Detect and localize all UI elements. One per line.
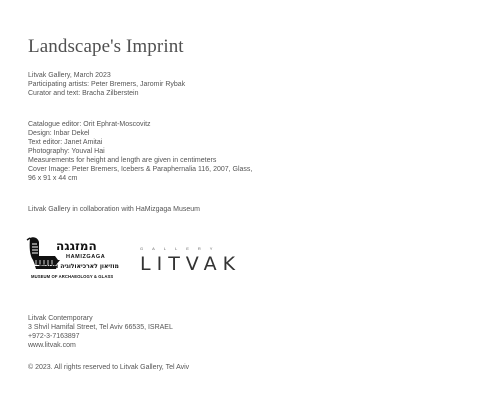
litvak-gallery-small-text: GALLERY [140,246,222,251]
hamizgaga-latin-name: HAMIZGAGA [66,254,106,260]
collaboration-line: Litvak Gallery in collaboration with HaMizgaga Museum [28,206,200,213]
contact-line: Litvak Contemporary [28,315,93,322]
credit-line: Cover Image: Peter Bremers, Icebers & Paraphernalia 116, 2007, Glass, [28,166,253,173]
contact-info [28,314,173,350]
credit-line: Design: Inbar Dekel [28,130,90,137]
litvak-logo [140,246,242,280]
credit-line: Text editor: Janet Amitai [28,139,103,146]
credit-line: Catalogue editor: Orit Ephrat-Moscovitz [28,121,151,128]
litvak-wordmark: LITVAK [140,253,242,275]
collaboration-note [28,205,200,214]
credits [28,120,252,183]
hamizgaga-hebrew-name: המזגגה [56,239,97,253]
copyright-line: © 2023. All rights reserved to Litvak Gallery, Tel Aviv [28,364,190,371]
contact-line: +972-3-7163897 [28,333,80,340]
info-line: Curator and text: Bracha Zilberstein [28,90,139,97]
credit-line: Measurements for height and length are given in centimeters [28,157,217,164]
info-line: Litvak Gallery, March 2023 [28,72,111,79]
page-title: Landscape's Imprint [28,36,184,57]
hamizgaga-english-subtitle: MUSEUM OF ARCHAEOLOGY & GLASS [31,274,114,279]
exhibition-info [28,71,185,98]
hamizgaga-logo [26,236,118,286]
credit-line: Photography: Youval Hai [28,148,105,155]
contact-line: www.litvak.com [28,342,76,349]
hamizgaga-hebrew-subtitle: מוזיאון לארכיאולוגיה וזכוכית [39,263,119,270]
contact-line: 3 Shvil Hamifal Street, Tel Aviv 66535, ISRAEL [28,324,173,331]
copyright-note [28,363,189,372]
credit-line: 96 x 91 x 44 cm [28,175,78,182]
info-line: Participating artists: Peter Bremers, Jaromir Rybak [28,81,186,88]
